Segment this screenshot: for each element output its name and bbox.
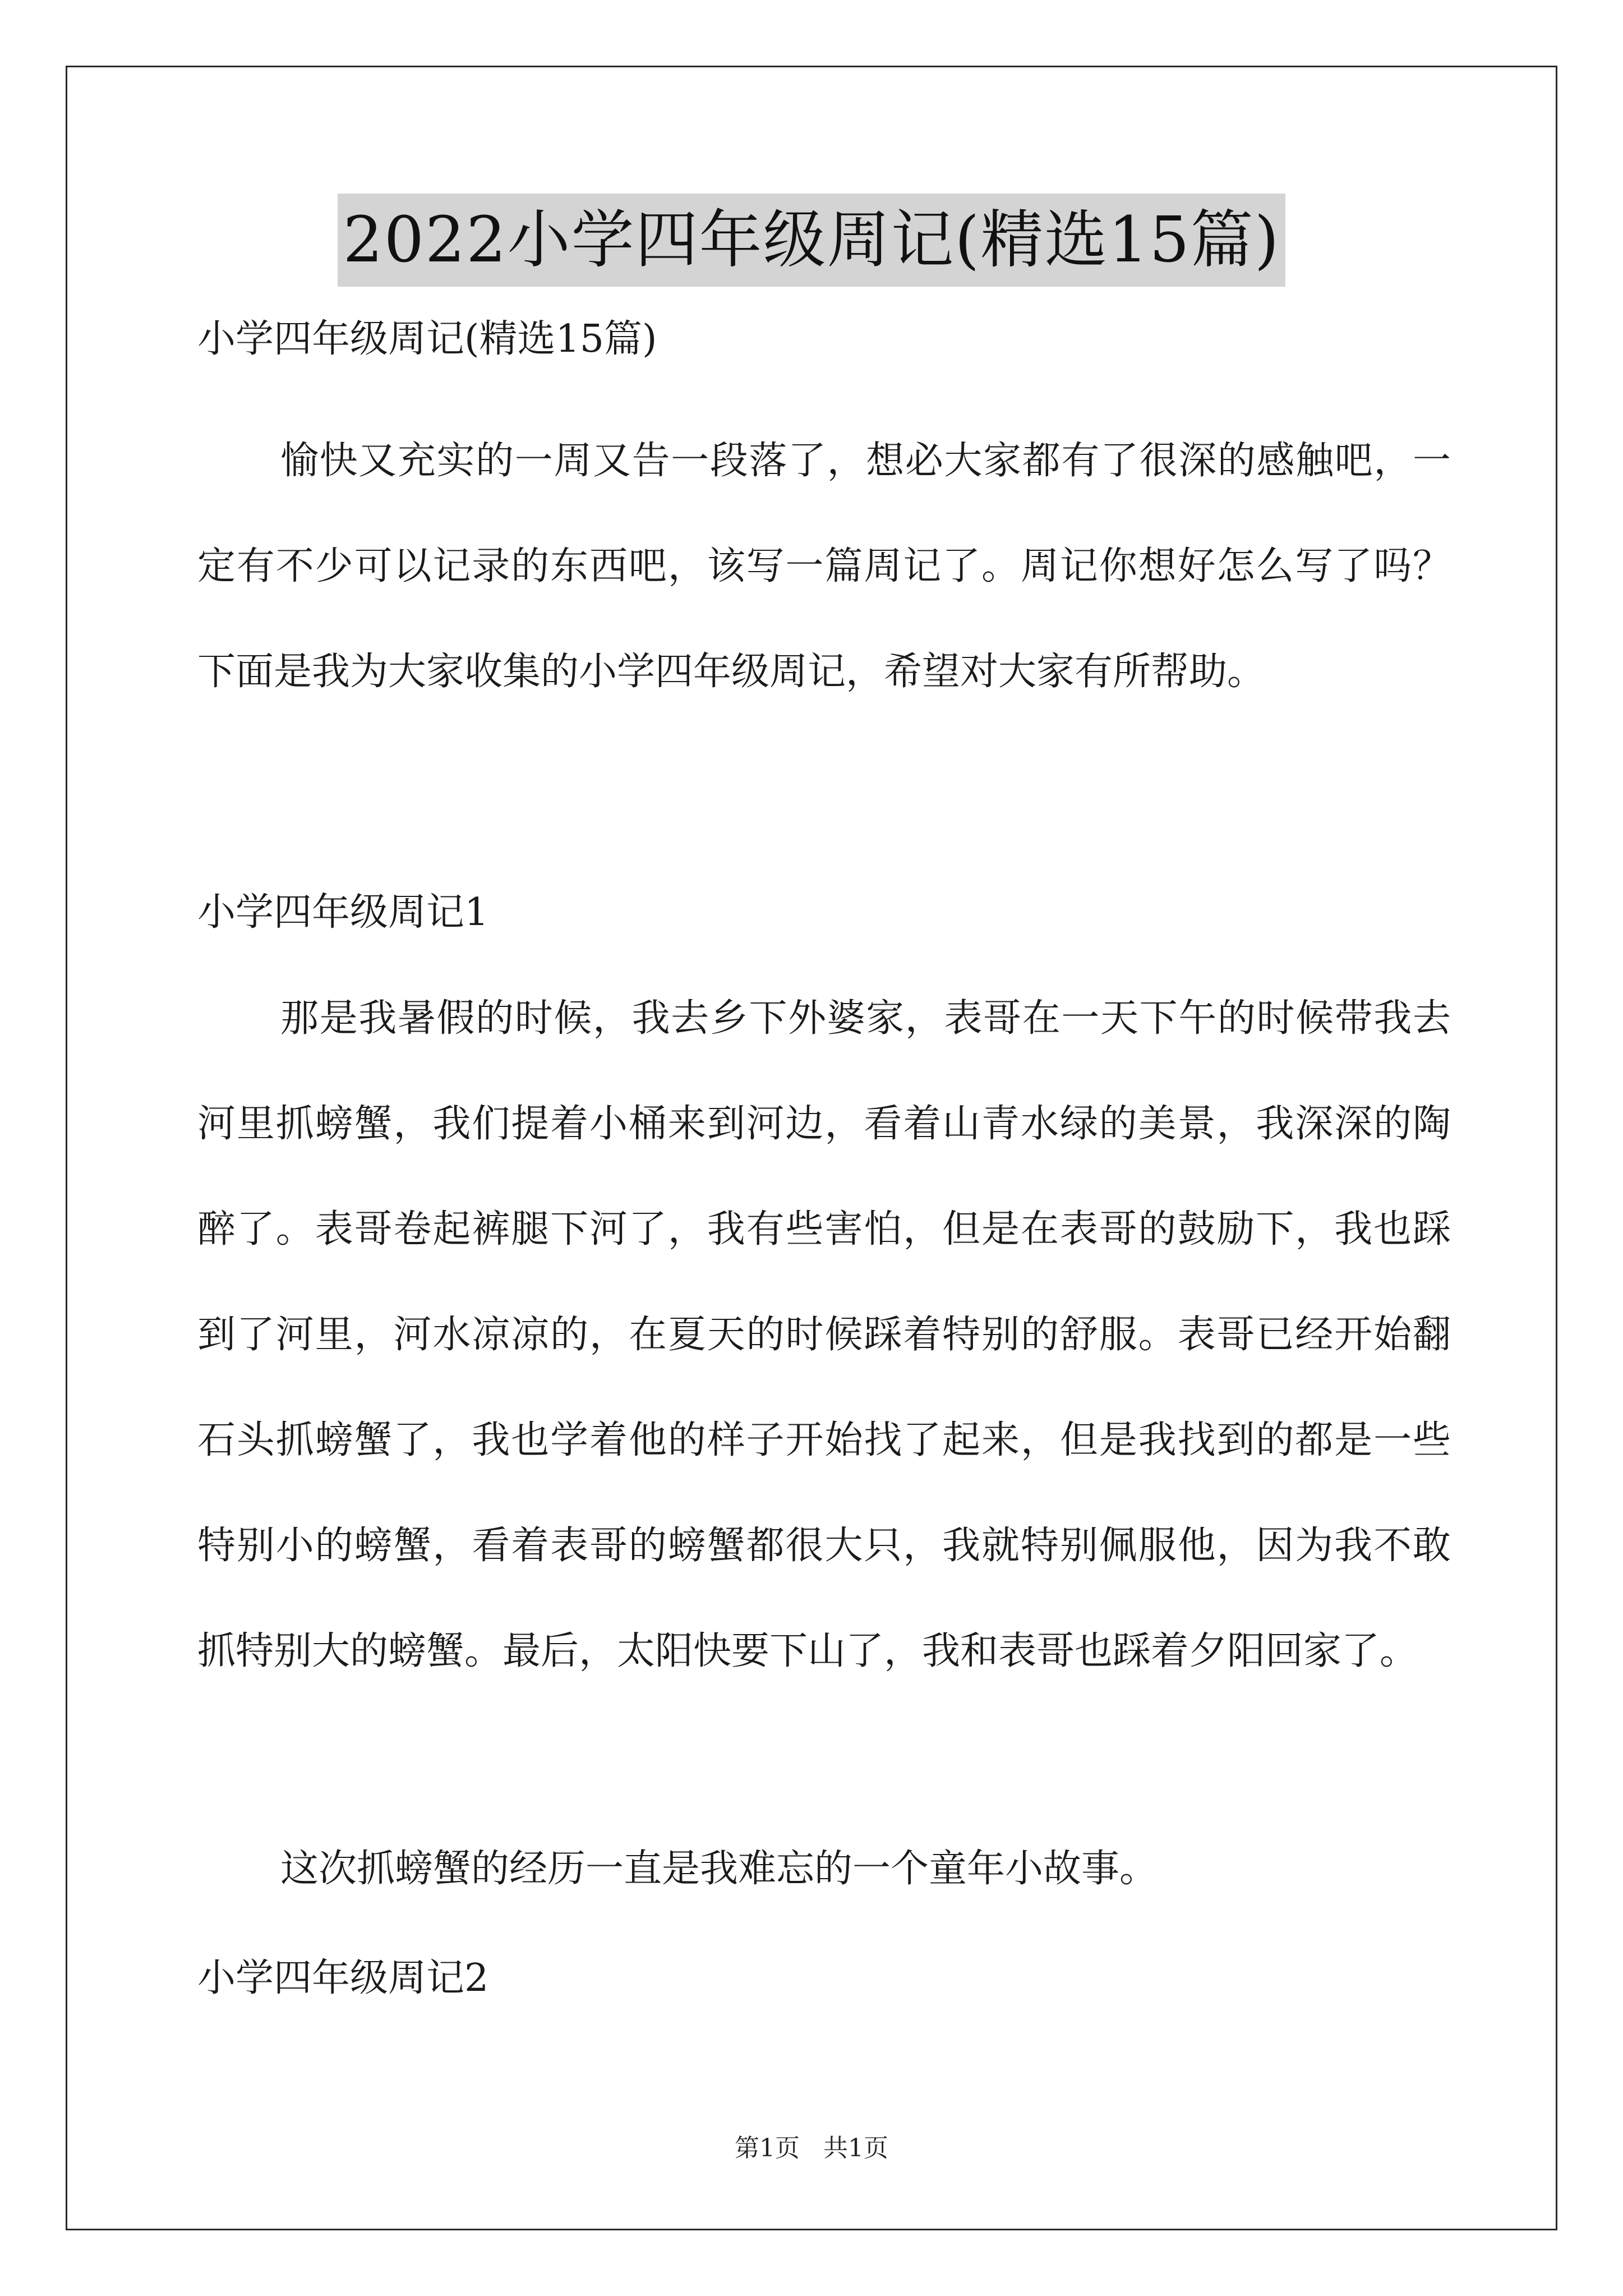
page-footer (0, 2132, 1623, 2165)
document-title: 2022小学四年级周记(精选15篇) (338, 194, 1286, 287)
intro-paragraph: 愉快又充实的一周又告一段落了，想必大家都有了很深的感触吧，一定有不少可以记录的东西吧，该写一篇周记了。周记你想好怎么写了吗？下面是我为大家收集的小学四年级周记，希望对大家有所帮助。 (197, 439, 1451, 694)
document-subtitle: 小学四年级周记(精选15篇) (197, 317, 657, 361)
section-1-paragraph-2: 这次抓螃蟹的经历一直是我难忘的一个童年小故事。 (280, 1847, 1158, 1891)
section-1-paragraph-1: 那是我暑假的时候，我去乡下外婆家，表哥在一天下午的时候带我去河里抓螃蟹，我们提着小桶来到河边，看着山青水绿的美景，我深深的陶醉了。表哥卷起裤腿下河了，我有些害怕，但是在表哥的鼓励下，我也踩到了河里，河水凉凉的，在夏天的时候踩着特别的舒服。表哥已经开始翻石头抓螃蟹了，我也学着他的样子开始找了起来，但是我找到的都是一些特别小的螃蟹，看着表哥的螃蟹都很大只，我就特别佩服他，因为我不敢抓特别大的螃蟹。最后，太阳快要下山了，我和表哥也踩着夕阳回家了。 (197, 996, 1451, 1673)
page-number-total: 共1页 (823, 2134, 888, 2162)
section-heading-2: 小学四年级周记2 (197, 1956, 489, 2000)
title-container (0, 194, 1623, 287)
section-heading-1: 小学四年级周记1 (197, 890, 489, 935)
page-number-current: 第1页 (735, 2134, 800, 2162)
